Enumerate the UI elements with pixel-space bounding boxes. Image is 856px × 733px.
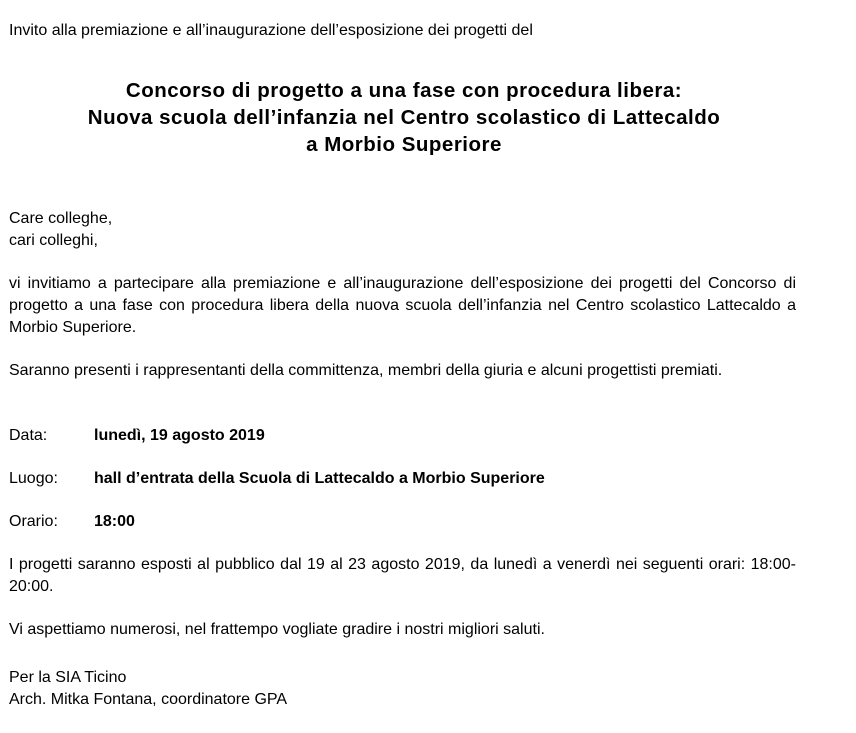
time-label: Orario: xyxy=(9,513,58,530)
date-label: Data: xyxy=(9,427,48,444)
time-value: 18:00 xyxy=(94,513,135,530)
place-row xyxy=(9,468,545,490)
signature xyxy=(9,667,287,711)
title-line-1: Concorso di progetto a una fase con procedura libera: xyxy=(125,79,683,102)
attendees-paragraph: Saranno presenti i rappresentanti della committenza, membri della giuria e alcuni progettisti premiati. xyxy=(9,362,723,379)
salutation-line-2: cari colleghi, xyxy=(9,232,98,249)
salutation-line-1: Care colleghe, xyxy=(9,210,113,227)
signature-line-2: Arch. Mitka Fontana, coordinatore GPA xyxy=(9,691,288,708)
invitation-paragraph: vi invitiamo a partecipare alla premiazione e all’inaugurazione dell’esposizione dei progetti del Concorso di progetto a una fase con procedura libera della nuova scuola dell’infanzia nel Centro scolastico Lattecaldo a Morbio Superiore. xyxy=(9,275,796,336)
title-line-3: a Morbio Superiore xyxy=(306,133,502,156)
closing-line: Vi aspettiamo numerosi, nel frattempo vogliate gradire i nostri migliori saluti. xyxy=(9,621,545,638)
document-title xyxy=(9,77,799,158)
signature-line-1: Per la SIA Ticino xyxy=(9,669,127,686)
intro-line: Invito alla premiazione e all’inaugurazione dell’esposizione dei progetti del xyxy=(9,22,533,39)
date-row xyxy=(9,425,265,447)
date-value: lunedì, 19 agosto 2019 xyxy=(94,427,265,444)
time-row xyxy=(9,511,135,533)
place-value: hall d’entrata della Scuola di Lattecaldo a Morbio Superiore xyxy=(94,470,545,487)
place-label: Luogo: xyxy=(9,470,58,487)
salutation xyxy=(9,208,112,252)
exhibition-paragraph: I progetti saranno esposti al pubblico dal 19 al 23 agosto 2019, da lunedì a venerdì nei seguenti orari: 18:00-20:00. xyxy=(9,556,796,595)
title-line-2: Nuova scuola dell’infanzia nel Centro scolastico di Lattecaldo xyxy=(87,106,721,129)
